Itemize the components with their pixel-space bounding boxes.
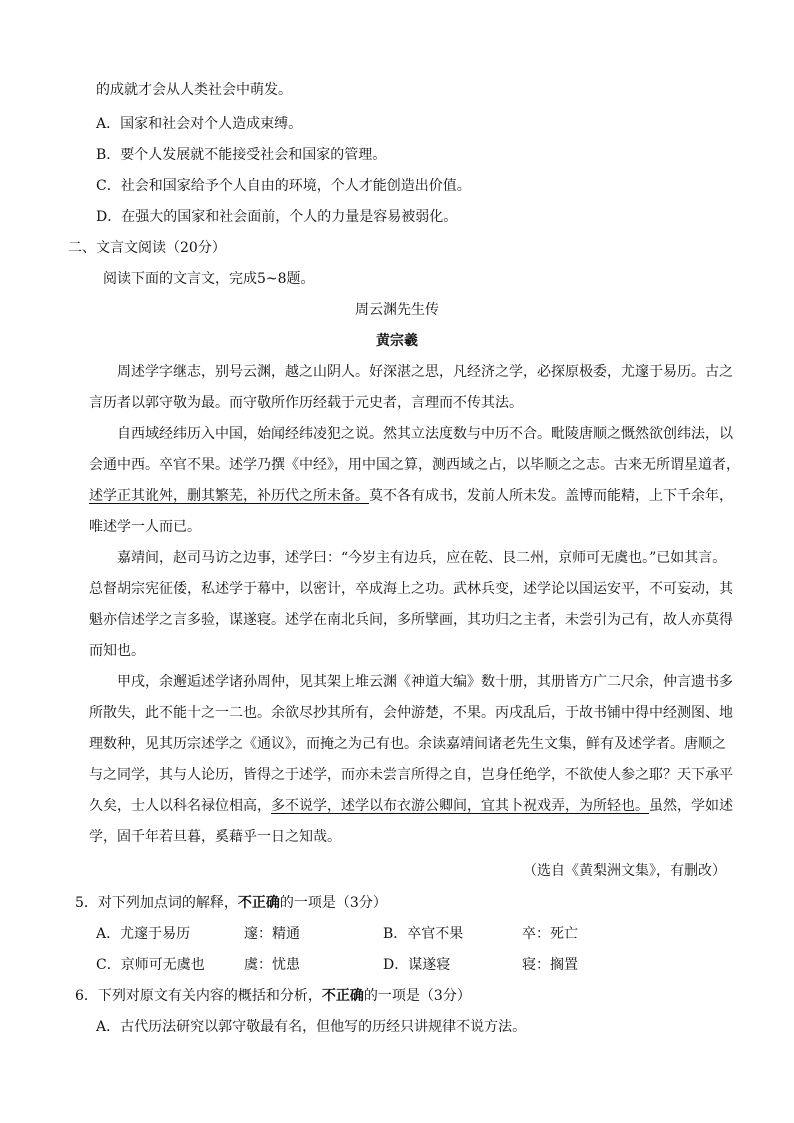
q5-stem-emphasis: 不正确 (237, 895, 280, 911)
q5-option-d: D．谋遂寝 (383, 957, 451, 973)
q5-option-d-gloss: 寝：搁置 (522, 957, 578, 973)
q5-option-a: A．尤邃于易历 (96, 926, 191, 942)
section-instruction: 阅读下面的文言文，完成5~8题。 (103, 271, 315, 287)
q6-stem-post: 的一项是（3分） (363, 988, 471, 1004)
paragraph-2-line-1: 自西域经纬历入中国，始闻经纬凌犯之说。然其立法度数与中历不合。毗陵唐顺之慨然欲创纬法，以 (117, 426, 733, 442)
paragraph-2-line-4: 唯述学一人而已。 (89, 519, 201, 535)
q5-option-c-gloss: 虞：忧患 (244, 957, 300, 973)
paragraph-1-line-1: 周述学字继志，别号云渊，越之山阴人。好深湛之思，凡经济之学，必探原极委，尤邃于易历。古之 (117, 364, 733, 380)
paragraph-4-line-5 (89, 796, 733, 816)
q5-option-b: B．卒官不果 (383, 926, 464, 942)
paragraph-4-line-4: 与之同学，其与人论历，皆得之于述学，而亦未尝言所得之自，岂身任绝学，不欲使人参之耶？天下承平 (89, 767, 733, 783)
paragraph-3-line-2: 总督胡宗宪征倭，私述学于幕中，以密计，卒成海上之功。武林兵变，述学论以国运安平，不可妄动，其 (89, 581, 733, 597)
section-heading: 二、文言文阅读（20分） (68, 240, 226, 256)
paragraph-2-line-3 (89, 486, 733, 506)
q5-option-b-gloss: 卒：死亡 (522, 926, 578, 942)
q5-stem (75, 893, 387, 913)
q4-option-b: B．要个人发展就不能接受社会和国家的管理。 (96, 147, 387, 163)
q6-stem-emphasis: 不正确 (321, 988, 364, 1004)
q6-stem-pre: 6．下列对原文有关内容的概括和分析， (75, 988, 322, 1004)
paragraph-4-line-5-post: 虽然，学如述 (649, 798, 733, 814)
paragraph-4-line-6: 学，固千年若旦暮，奚藉乎一日之知哉。 (89, 829, 341, 845)
paragraph-2-line-2: 会通中西。卒官不果。述学乃撰《中经》，用中国之算，测西域之占，以毕顺之之志。古来无所谓星道者， (89, 457, 740, 473)
paragraph-4-line-5-pre: 久矣，士人以科名禄位相高， (89, 798, 271, 814)
paragraph-3-line-4: 而知也。 (89, 643, 145, 659)
passage-title: 周云渊先生传 (355, 302, 439, 318)
paragraph-1-line-2: 言历者以郭守敬为最。而守敬所作历经载于元史者，言理而不传其法。 (89, 395, 523, 411)
paragraph-2-line-3-rest: 莫不各有成书，发前人所未发。盖博而能精，上下千余年， (369, 488, 733, 504)
underlined-sentence-1: 述学正其讹舛，删其繁芜，补历代之所未备。 (89, 488, 369, 504)
q6-stem (75, 986, 471, 1006)
paragraph-4-line-3: 理数种，见其历宗述学之《通议》，而掩之为己有也。余读嘉靖间诸老先生文集，鲜有及述学者。唐顺之 (89, 736, 726, 752)
q4-stem-continuation: 的成就才会从人类社会中萌发。 (96, 82, 292, 98)
underlined-sentence-2: 多不说学，述学以布衣游公卿间，宜其卜祝戏弄，为所轻也。 (271, 798, 649, 814)
q5-stem-pre: 5．对下列加点词的解释， (75, 895, 238, 911)
q4-option-a: A．国家和社会对个人造成束缚。 (96, 116, 303, 132)
paragraph-3-line-3: 魁亦信述学之言多验，谋遂寝。述学在南北兵间，多所擘画，其功归之主者，未尝引为己有，故人亦莫得 (89, 612, 733, 628)
q4-option-d: D．在强大的国家和社会面前，个人的力量是容易被弱化。 (96, 209, 458, 225)
paragraph-4-line-2: 所散失，此不能十之一二也。余欲尽抄其所有，会仲游楚，不果。丙戌乱后，于故书铺中得中经测图、地 (89, 705, 733, 721)
q6-option-a: A．古代历法研究以郭守敬最有名，但他写的历经只讲规律不说方法。 (96, 1019, 527, 1035)
q4-option-c: C．社会和国家给予个人自由的环境，个人才能创造出价值。 (96, 178, 471, 194)
q5-option-c: C．京师可无虞也 (96, 957, 205, 973)
q5-option-a-gloss: 邃：精通 (244, 926, 300, 942)
q5-stem-post: 的一项是（3分） (279, 895, 387, 911)
source-note: （选自《黄梨洲文集》，有删改） (523, 863, 726, 879)
paragraph-3-line-1: 嘉靖间，赵司马访之边事，述学曰：“今岁主有边兵，应在乾、艮二州，京师可无虞也。”已如其言。 (117, 550, 727, 566)
passage-author: 黄宗羲 (376, 333, 418, 349)
paragraph-4-line-1: 甲戌，余邂逅述学诸孙周仲，见其架上堆云渊《神道大编》数十册，其册皆方广二尺余，仲言遗书多 (117, 674, 733, 690)
